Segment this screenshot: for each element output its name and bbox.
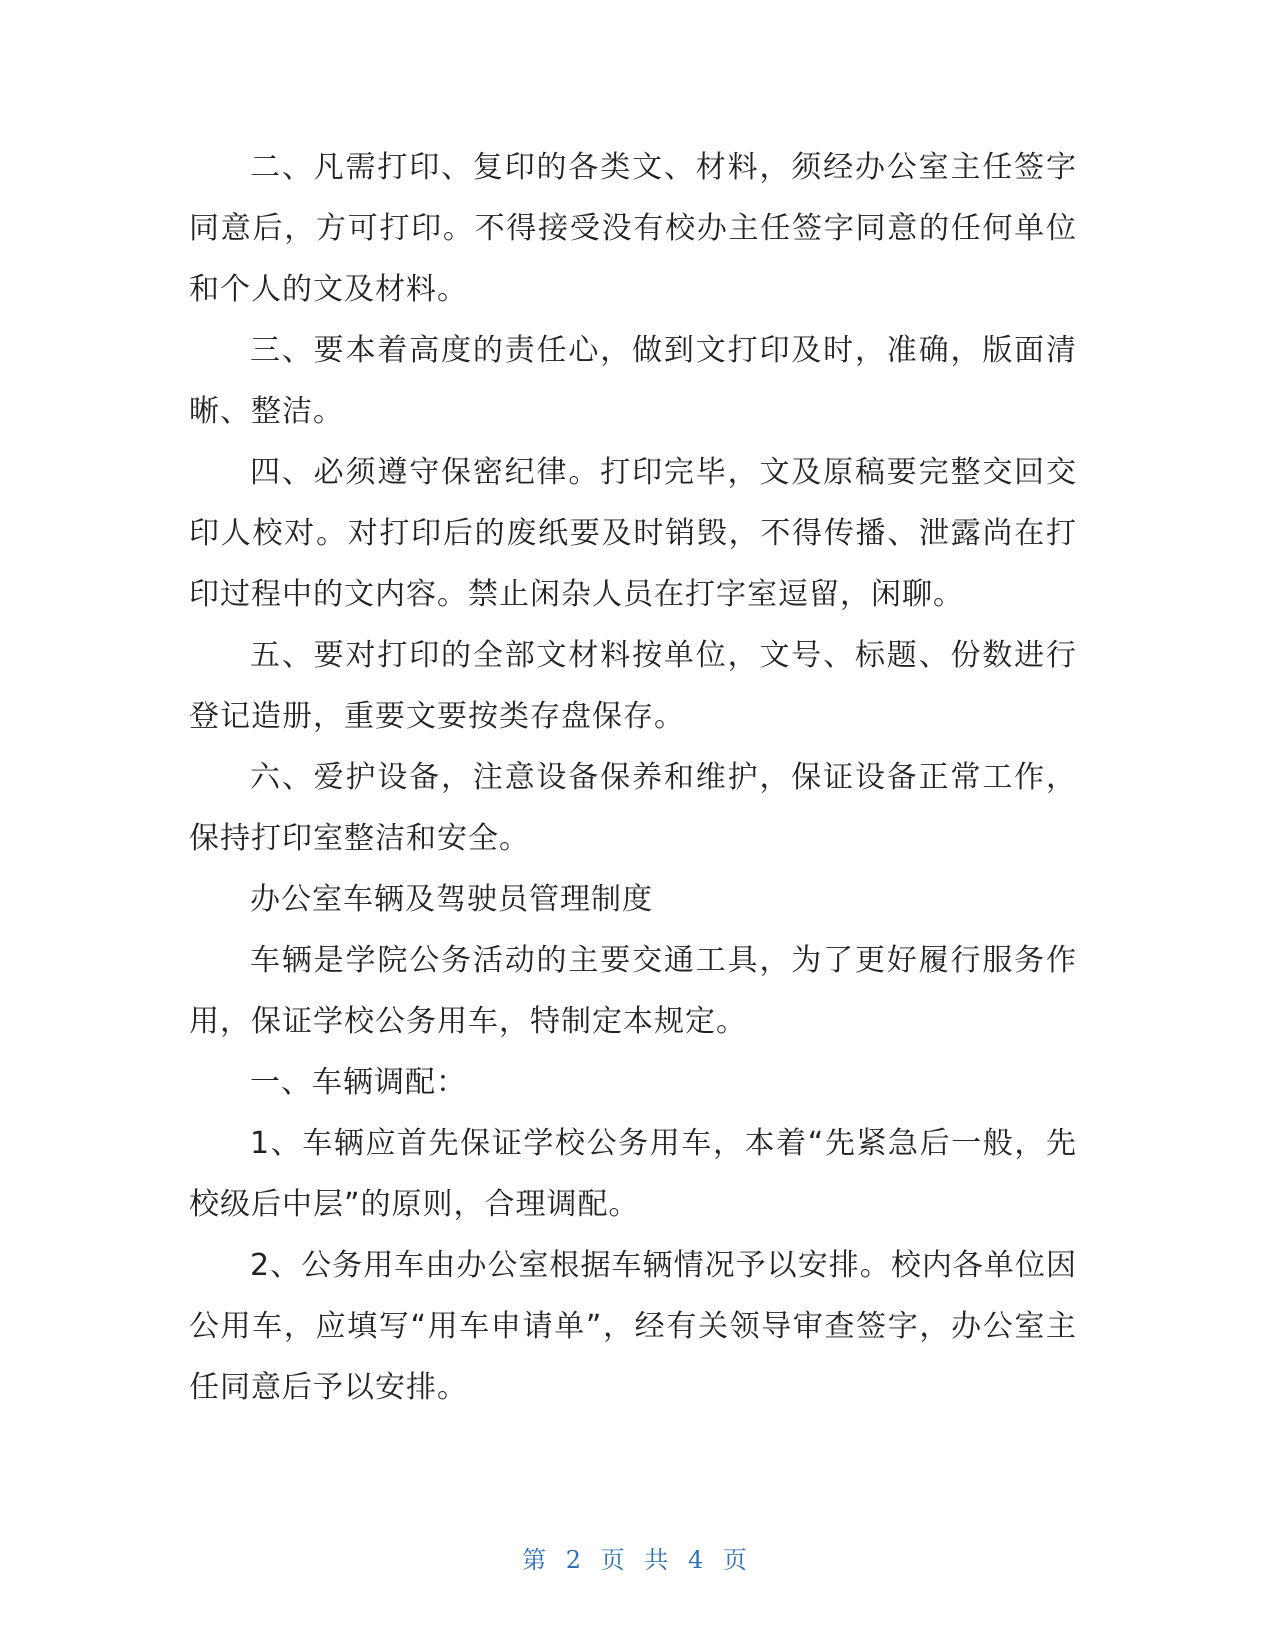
paragraph-registration: 五、要对打印的全部文材料按单位，文号、标题、份数进行登记造册，重要文要按类存盘保存。: [189, 638, 1077, 734]
document-body: [189, 137, 1077, 1418]
paragraph-vehicle-intro: 车辆是学院公务活动的主要交通工具，为了更好履行服务作用，保证学校公务用车，特制定本规定。: [189, 943, 1077, 1039]
footer-suffix: 页: [722, 1546, 753, 1574]
page-number-footer: [0, 1540, 1275, 1575]
paragraph-printing-approval: 二、凡需打印、复印的各类文、材料，须经办公室主任签字同意后，方可打印。不得接受没有校办主任签字同意的任何单位和个人的文及材料。: [189, 150, 1077, 307]
footer-middle: 页 共: [600, 1546, 675, 1574]
paragraph-dispatch-rule-2: 2、公务用车由办公室根据车辆情况予以安排。校内各单位因公用车，应填写“用车申请单”，经有关领导审查签字，办公室主任同意后予以安排。: [189, 1248, 1077, 1405]
paragraph-confidentiality: 四、必须遵守保密纪律。打印完毕，文及原稿要完整交回交印人校对。对打印后的废纸要及时销毁，不得传播、泄露尚在打印过程中的文内容。禁止闲杂人员在打字室逗留，闲聊。: [189, 455, 1077, 612]
paragraph-responsibility: 三、要本着高度的责任心，做到文打印及时，准确，版面清晰、整洁。: [189, 333, 1077, 429]
paragraph-dispatch-rule-1: 1、车辆应首先保证学校公务用车，本着“先紧急后一般，先校级后中层”的原则，合理调配。: [189, 1126, 1077, 1222]
footer-prefix: 第: [522, 1546, 553, 1574]
subheading-vehicle-dispatch: 一、车辆调配：: [250, 1065, 467, 1100]
section-heading-vehicle-management: 办公室车辆及驾驶员管理制度: [250, 882, 653, 917]
footer-total-pages: 4: [687, 1546, 710, 1574]
footer-current-page: 2: [565, 1546, 588, 1574]
paragraph-equipment-care: 六、爱护设备，注意设备保养和维护，保证设备正常工作，保持打印室整洁和安全。: [189, 760, 1077, 856]
